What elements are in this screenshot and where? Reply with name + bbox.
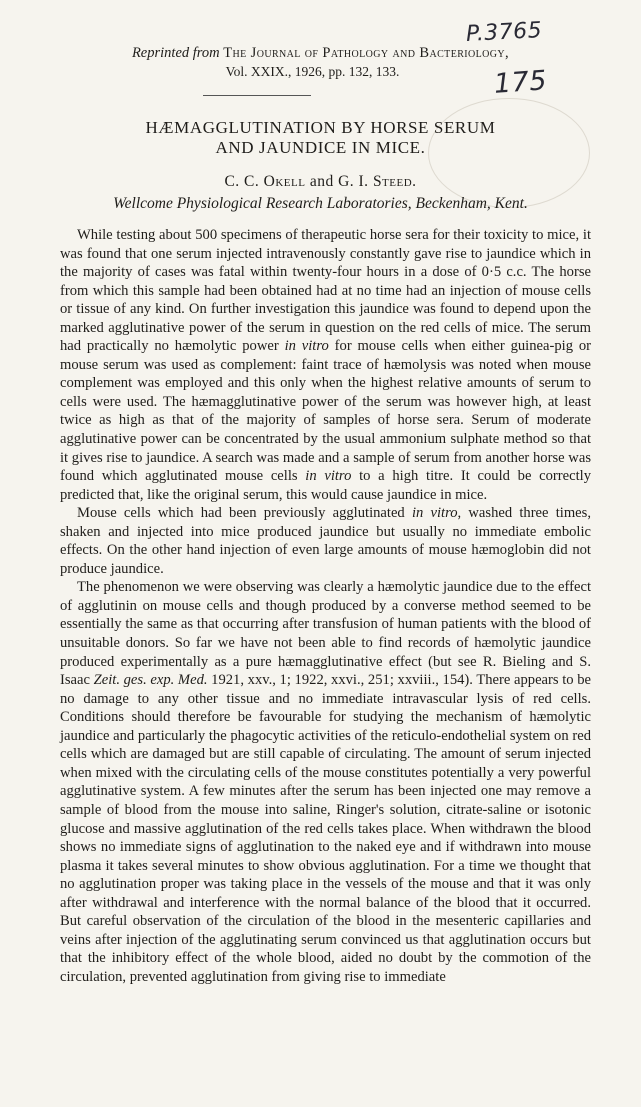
p1-text-b: for mouse cells when either guinea-pig or mouse serum was used as complement: faint trace of hæmolysis was noted when mouse complement was employed and this only when the highest relative amounts of serum to cells were used. The hæmagglutinative power of the serum was however high, at least twice as high as that of the majority of samples of horse sera. Serum of moderate agglutinative power can be concentrated by the usual ammonium sulphate method so that it gives rise to jaundice. A search was made and a sample of serum from another horse was found which agglutinated mouse cells: [60, 338, 592, 485]
author2-surname: Steed.: [372, 173, 417, 190]
reprint-prefix: Reprinted from: [131, 45, 220, 61]
p2-text-b: , washed three times, shaken and injected into mice produced jaundice but usually no immediate embolic effects. On the other hand injection of even large amounts of mouse hæmoglobin did not produce jaundice.: [60, 505, 591, 577]
paragraph-3: [60, 578, 591, 986]
p1-italic-1: in vitro: [284, 338, 329, 355]
author1-surname: Okell: [263, 173, 306, 190]
handwritten-catalogue-number: P.3765: [465, 18, 543, 47]
paragraph-2: [60, 504, 591, 578]
p1-text-a: While testing about 500 specimens of therapeutic horse sera for their toxicity to mice, it was found that one serum injected intravenously constantly gave rise to jaundice which in the majority of cases was fatal within twenty-four hours in a dose of 0·5 c.c. The horse from which this sample had been obtained had at no time had an injection of mouse cells or tissue of any kind. On further investigation this jaundice was found to depend upon the marked agglutinative power of the serum in question on the red cells of mice. The serum had practically no hæmolytic power: [60, 227, 591, 355]
header-divider: [203, 95, 311, 96]
article-body: [60, 226, 591, 986]
article-title-line-2: AND JAUNDICE IN MICE.: [215, 138, 426, 157]
p2-text-a: Mouse cells which had been previously agglutinated: [77, 505, 412, 522]
affiliation: Wellcome Physiological Research Laboratories, Beckenham, Kent.: [113, 195, 528, 212]
author1-initials: C. C.: [224, 173, 264, 190]
p1-text-c: to a high titre. It could be correctly predicted that, like the original serum, this would cause jaundice in mice.: [60, 468, 591, 503]
p2-italic-1: in vitro: [411, 505, 458, 522]
journal-name: The Journal of Pathology and Bacteriology,: [223, 45, 510, 61]
p3-text-a: The phenomenon we were observing was clearly a hæmolytic jaundice due to the effect of agglutinin on mouse cells and though produced by a converse method seemed to be essentially the same as that occurring after transfusion of human patients with the blood of unsuitable donors. So far we have not been able to find records of hæmolytic jaundice produced experimentally as a pure hæmagglutinative effect (but see R. Bieling and S. Isaac: [60, 579, 591, 689]
paragraph-1: [60, 226, 591, 504]
article-title-line-1: HÆMAGGLUTINATION BY HORSE SERUM: [145, 118, 496, 137]
reprint-source-line: [0, 45, 641, 62]
p3-text-b: 1921, xxv., 1; 1922, xxvi., 251; xxviii., 154). There appears to be no damage to any other tissue and no immediate intravascular lysis of red cells. Conditions should therefore be favourable for studying the mechanism of hæmolytic jaundice and particularly the phagocytic activities of the reticulo-endothelial system on red cells which are damaged but are still capable of circulating. The amount of serum injected when mixed with the circulating cells of the mouse constitutes potentially a very powerful agglutinative system. A few minutes after the serum has been injected one may remove a sample of blood from the mouse into saline, Ringer's solution, citrate-saline or isotonic glucose and massive agglutination of the red cells takes place. When withdrawn the blood shows no immediate signs of agglutination to the naked eye and if withdrawn into mouse plasma it takes several minutes to show obvious agglutination. For a time we thought that no agglutination proper was taking place in the vessels of the mouse and that it was only after withdrawal and interference with the normal balance of the blood that it occurred. But careful observation of the circulation of the blood in the mesenteric capillaries and veins after injection of the agglutinating serum convinced us that agglutination occurs but that the inhibitory effect of the whole blood, aided no doubt by the commotion of the circulation, prevented agglutination from giving rise to immediate: [60, 672, 591, 985]
p3-italic-1: Zeit. ges. exp. Med.: [93, 672, 208, 689]
author2-initials: G. I.: [338, 173, 373, 190]
author-line: [0, 173, 641, 191]
author-joiner: and: [305, 173, 339, 190]
handwritten-reference-number: 175: [492, 65, 549, 100]
volume-line: Vol. XXIX., 1926, pp. 132, 133.: [225, 64, 400, 79]
p1-italic-2: in vitro: [305, 468, 352, 485]
